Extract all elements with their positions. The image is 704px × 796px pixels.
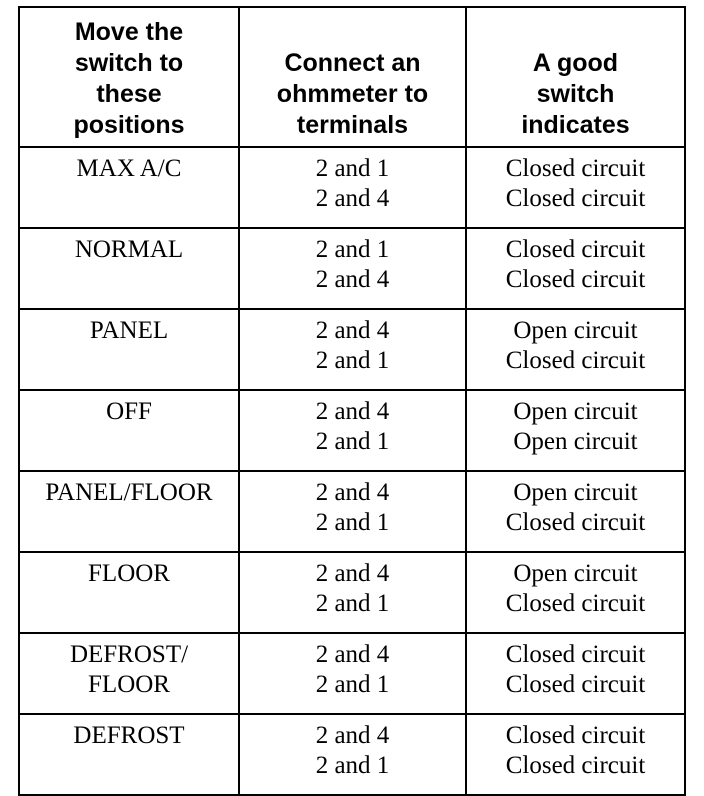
- table-row: [19, 228, 685, 309]
- header-switch-positions: [19, 7, 239, 147]
- terminals-text: 2 and 1: [315, 509, 390, 536]
- indicates-text: Closed circuit: [505, 641, 646, 668]
- table-row: [19, 633, 685, 714]
- header-good-switch-indicates: [466, 7, 685, 147]
- table-header: [19, 7, 685, 147]
- terminals-text: 2 and 1: [315, 752, 390, 779]
- header-ohmmeter-terminals: [239, 7, 466, 147]
- switch-test-chart: [18, 6, 684, 779]
- position-text: PANEL/FLOOR: [45, 479, 213, 506]
- indicates-text: Closed circuit: [505, 509, 646, 536]
- terminals-text: 2 and 4: [315, 266, 390, 293]
- header-line: switch: [536, 80, 615, 108]
- terminals-text: 2 and 1: [315, 671, 390, 698]
- terminals-text: 2 and 1: [315, 236, 390, 263]
- indicates-text: Open circuit: [513, 398, 638, 425]
- indicates-cell: [466, 309, 685, 390]
- indicates-text: Open circuit: [513, 317, 638, 344]
- position-cell: [19, 633, 239, 714]
- position-cell: [19, 390, 239, 471]
- header-line: terminals: [296, 111, 409, 139]
- terminals-cell: [239, 471, 466, 552]
- table-row: [19, 471, 685, 552]
- header-line: indicates: [521, 111, 630, 139]
- terminals-text: 2 and 4: [315, 185, 390, 212]
- header-line: positions: [73, 111, 185, 139]
- indicates-text: Closed circuit: [505, 752, 646, 779]
- position-text: DEFROST: [73, 722, 185, 749]
- position-cell: [19, 552, 239, 633]
- indicates-text: Open circuit: [513, 479, 638, 506]
- terminals-text: 2 and 4: [315, 479, 390, 506]
- indicates-cell: [466, 147, 685, 228]
- header-line: Connect an: [284, 49, 421, 77]
- header-line: these: [96, 80, 162, 108]
- terminals-text: 2 and 1: [315, 428, 390, 455]
- position-text: NORMAL: [74, 236, 184, 263]
- terminals-text: 2 and 4: [315, 560, 390, 587]
- table-row: [19, 390, 685, 471]
- terminals-text: 2 and 1: [315, 590, 390, 617]
- position-text: OFF: [106, 398, 152, 425]
- indicates-cell: [466, 552, 685, 633]
- indicates-text: Closed circuit: [505, 671, 646, 698]
- indicates-text: Closed circuit: [505, 722, 646, 749]
- table-row: [19, 147, 685, 228]
- terminals-text: 2 and 4: [315, 641, 390, 668]
- terminals-cell: [239, 714, 466, 795]
- header-line: switch to: [74, 49, 184, 77]
- indicates-cell: [466, 471, 685, 552]
- terminals-text: 2 and 4: [315, 317, 390, 344]
- indicates-text: Closed circuit: [505, 266, 646, 293]
- table-row: [19, 552, 685, 633]
- indicates-cell: [466, 228, 685, 309]
- header-line: Move the: [74, 18, 184, 46]
- table-body: [19, 147, 685, 795]
- header-line: A good: [532, 49, 619, 77]
- header-line: ohmmeter to: [276, 80, 429, 108]
- position-text: FLOOR: [88, 560, 170, 587]
- position-text: MAX A/C: [76, 155, 182, 182]
- position-cell: [19, 714, 239, 795]
- position-cell: [19, 309, 239, 390]
- terminals-text: 2 and 4: [315, 398, 390, 425]
- terminals-text: 2 and 1: [315, 155, 390, 182]
- position-text: DEFROST/: [69, 641, 189, 668]
- indicates-text: Closed circuit: [505, 236, 646, 263]
- indicates-text: Open circuit: [513, 428, 638, 455]
- indicates-text: Closed circuit: [505, 185, 646, 212]
- terminals-cell: [239, 228, 466, 309]
- terminals-cell: [239, 633, 466, 714]
- terminals-cell: [239, 147, 466, 228]
- indicates-text: Open circuit: [513, 560, 638, 587]
- position-text: FLOOR: [88, 671, 170, 698]
- terminals-text: 2 and 4: [315, 722, 390, 749]
- indicates-cell: [466, 390, 685, 471]
- position-cell: [19, 471, 239, 552]
- table-row: [19, 714, 685, 795]
- indicates-cell: [466, 633, 685, 714]
- position-cell: [19, 147, 239, 228]
- header-row: [19, 7, 685, 147]
- terminals-cell: [239, 390, 466, 471]
- table-row: [19, 309, 685, 390]
- terminals-cell: [239, 552, 466, 633]
- indicates-text: Closed circuit: [505, 347, 646, 374]
- switch-test-table: [18, 6, 686, 796]
- position-cell: [19, 228, 239, 309]
- indicates-text: Closed circuit: [505, 590, 646, 617]
- terminals-cell: [239, 309, 466, 390]
- position-text: PANEL: [89, 317, 169, 344]
- terminals-text: 2 and 1: [315, 347, 390, 374]
- indicates-cell: [466, 714, 685, 795]
- indicates-text: Closed circuit: [505, 155, 646, 182]
